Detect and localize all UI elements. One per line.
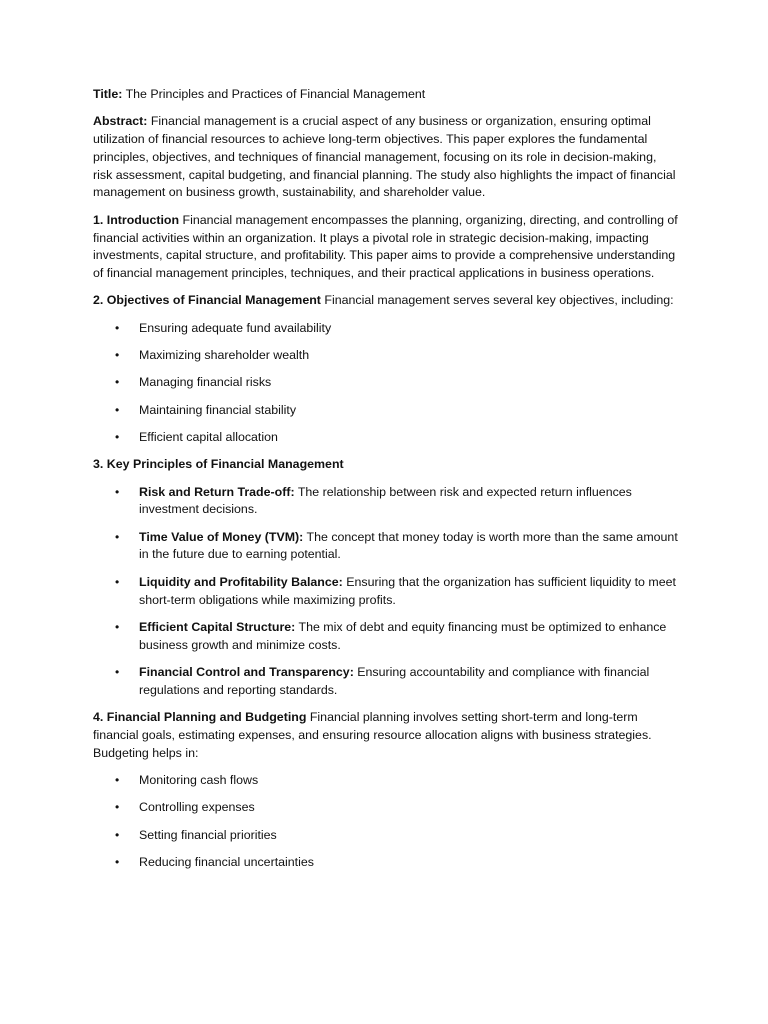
list-item xyxy=(93,529,678,565)
list-item-text: Monitoring cash flows xyxy=(139,772,259,787)
planning-heading: 4. Financial Planning and Budgeting xyxy=(93,710,307,725)
bullet-icon: • xyxy=(115,375,120,390)
abstract-text: Financial management is a crucial aspect of any business or organization, ensuring optimal utilization of financial resources to achieve long-term objectives. This paper explores the fundamental principles, objectives, and techniques of financial management, focusing on its role in decision-making, risk assessment, capital budgeting, and financial planning. The study also highlights the impact of financial management on business growth, sustainability, and shareholder value. xyxy=(93,114,676,200)
bullet-icon: • xyxy=(115,772,120,787)
abstract-paragraph xyxy=(93,113,678,202)
budgeting-list xyxy=(93,772,678,872)
list-item-text: Efficient capital allocation xyxy=(139,429,278,444)
title-label: Title: xyxy=(93,87,123,101)
bullet-icon: • xyxy=(115,574,120,589)
principles-heading-paragraph xyxy=(93,456,678,474)
list-item xyxy=(93,347,678,365)
introduction-text: Financial management encompasses the planning, organizing, directing, and controlling of financial activities within an organization. It plays a pivotal role in strategic decision-making, impacting investments, capital structure, and profitability. This paper aims to provide a comprehensive understanding of financial management principles, techniques, and their practical applications in business operations. xyxy=(93,212,678,281)
bullet-icon: • xyxy=(115,429,120,444)
list-item xyxy=(93,402,678,420)
list-item-text: Controlling expenses xyxy=(139,800,255,815)
principle-desc: Ensuring accountability and compliance with financial regulations and reporting standards. xyxy=(139,664,650,697)
introduction-paragraph xyxy=(93,212,678,283)
bullet-icon: • xyxy=(115,484,120,499)
objectives-heading: 2. Objectives of Financial Management xyxy=(93,293,321,308)
abstract-label: Abstract: xyxy=(93,114,148,129)
principle-desc: The mix of debt and equity financing must be optimized to enhance business growth and minimize costs. xyxy=(139,619,667,652)
principle-term: Risk and Return Trade-off: xyxy=(139,484,295,499)
principle-term: Time Value of Money (TVM): xyxy=(139,529,304,544)
title-text: The Principles and Practices of Financial Management xyxy=(125,87,426,101)
document-page xyxy=(93,86,678,881)
list-item xyxy=(93,619,678,655)
title-line xyxy=(93,86,678,104)
list-item-text: Reducing financial uncertainties xyxy=(139,854,314,869)
list-item-text: Maximizing shareholder wealth xyxy=(139,348,310,363)
list-item-text: Managing financial risks xyxy=(139,375,272,390)
bullet-icon: • xyxy=(115,529,120,544)
list-item xyxy=(93,429,678,447)
bullet-icon: • xyxy=(115,402,120,417)
planning-text: Financial planning involves setting short-term and long-term financial goals, estimating expenses, and ensuring resource allocation aligns with business strategies. Budgeting helps in: xyxy=(93,710,652,760)
list-item-text: Ensuring adequate fund availability xyxy=(139,320,332,335)
list-item xyxy=(93,374,678,392)
bullet-icon: • xyxy=(115,664,120,679)
bullet-icon: • xyxy=(115,827,120,842)
list-item-text: Maintaining financial stability xyxy=(139,402,297,417)
planning-paragraph xyxy=(93,709,678,762)
principle-desc: The relationship between risk and expected return influences investment decisions. xyxy=(139,484,632,517)
list-item xyxy=(93,574,678,610)
list-item xyxy=(93,772,678,790)
list-item xyxy=(93,320,678,338)
list-item xyxy=(93,664,678,700)
list-item xyxy=(93,854,678,872)
bullet-icon: • xyxy=(115,348,120,363)
objectives-paragraph xyxy=(93,292,678,310)
principle-desc: The concept that money today is worth more than the same amount in the future due to earning potential. xyxy=(139,529,678,562)
bullet-icon: • xyxy=(115,800,120,815)
principles-heading: 3. Key Principles of Financial Management xyxy=(93,457,344,472)
introduction-heading: 1. Introduction xyxy=(93,212,180,227)
bullet-icon: • xyxy=(115,619,120,634)
principle-term: Liquidity and Profitability Balance: xyxy=(139,574,343,589)
objectives-list xyxy=(93,320,678,447)
objectives-text: Financial management serves several key objectives, including: xyxy=(324,293,674,308)
bullet-icon: • xyxy=(115,854,120,869)
principle-term: Financial Control and Transparency: xyxy=(139,664,354,679)
principles-list xyxy=(93,484,678,700)
principle-term: Efficient Capital Structure: xyxy=(139,619,296,634)
bullet-icon: • xyxy=(115,320,120,335)
list-item xyxy=(93,484,678,520)
list-item-text: Setting financial priorities xyxy=(139,827,277,842)
principle-desc: Ensuring that the organization has sufficient liquidity to meet short-term obligations while maximizing profits. xyxy=(139,574,676,607)
list-item xyxy=(93,799,678,817)
list-item xyxy=(93,827,678,845)
